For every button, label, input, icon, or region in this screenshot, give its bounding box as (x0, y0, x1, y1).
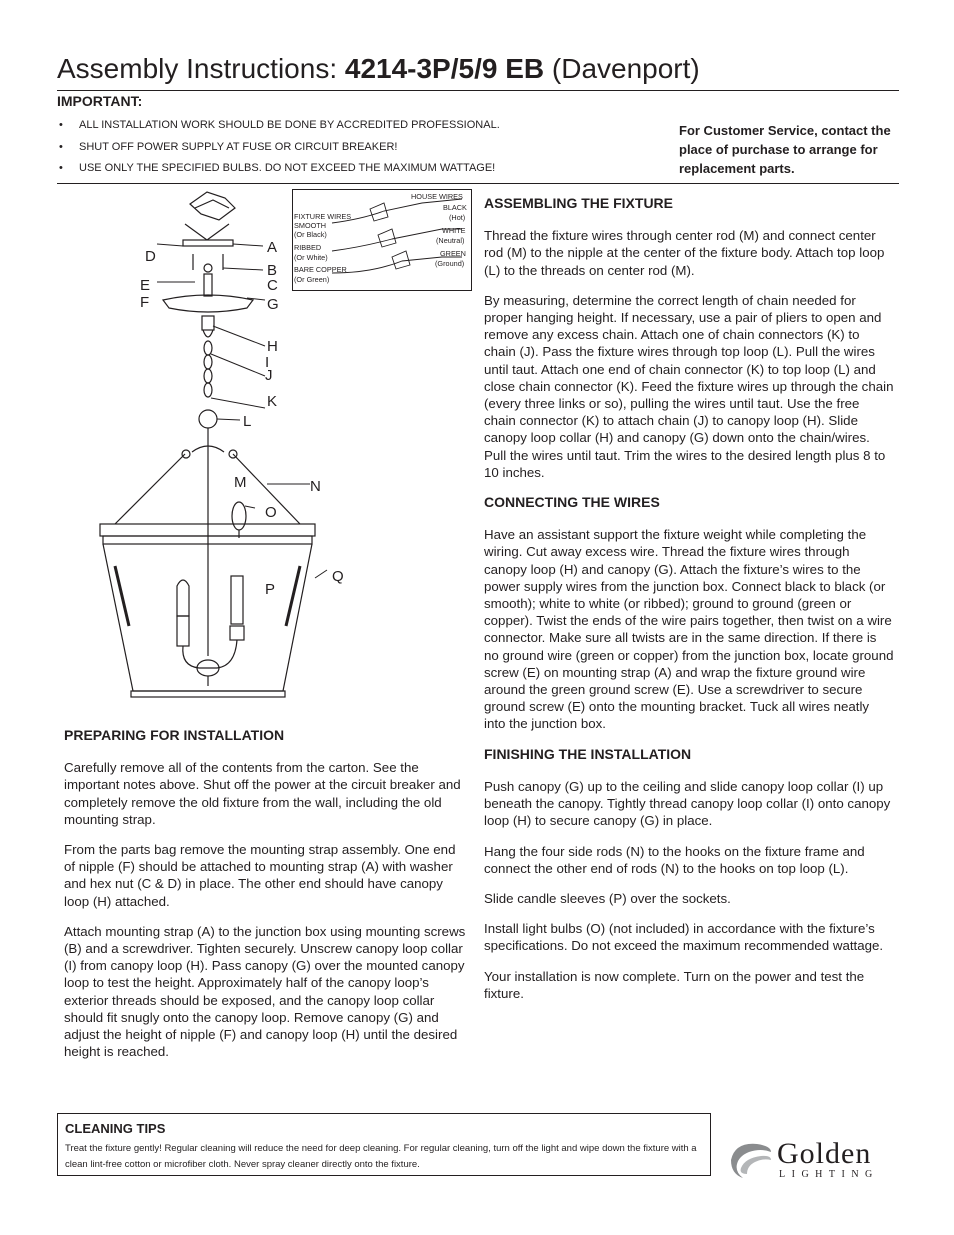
title-rule (57, 90, 899, 91)
customer-service-note: For Customer Service, contact the place of purchase to arrange for replacement parts. (679, 123, 891, 176)
assembling-paragraph: By measuring, determine the correct length of chain needed for proper hanging height. If necessary, use a pair of pliers to open and remove any excess chain. Attach one of chain connectors (K) to chain (J). Pass the fixture wires through top loop (L). Pull the wires until taut. Attach one end of chain connector (K) to top loop (L) and close chain connector (K). Feed the fixture wires up through the chain (every three links or so), pulling the wires until taut. Use the free chain connector (K) to attach chain (J) to canopy loop (H). Slide canopy loop collar (H) and canopy (G) down onto the chain/wires. Pull the wires until taut. Trim the wires to the desired length plus 8 to 10 inches. (484, 292, 894, 480)
bulb (232, 502, 246, 530)
preparing-paragraph: Attach mounting strap (A) to the junction box using mounting screws (B) and a screwdriver. Tighten securely. Unscrew canopy loop collar (I) from canopy loop (H). Pass canopy (G) over the mounted canopy loop to test the height. Approximately half of the canopy loop’s exterior threads should be exposed, and the canopy loop collar should fit snugly onto the canopy loop. Remove canopy (G) and adjust the height of nipple (F) and canopy loop (H) until the desired height is reached. (64, 923, 466, 1060)
preparing-paragraph: Carefully remove all of the contents from the carton. See the important notes above. Shut off the power at the circuit breaker and completely remove the old fixture from the wall, including the old mounting strap. (64, 760, 461, 827)
label-n: N (310, 478, 321, 495)
wiring-ground: (Ground) (435, 259, 465, 268)
preparing-paragraph: From the parts bag remove the mounting strap assembly. One end of nipple (F) should be attached to mounting strap (A) with washer and hex nut (C & D) in place. The other end should have canopy loop (H) attached. (64, 842, 456, 909)
wiring-hot: (Hot) (449, 213, 466, 222)
side-rod (115, 454, 185, 524)
title-suffix: (Davenport) (544, 53, 700, 84)
wiring-smooth: SMOOTH (294, 221, 327, 230)
wiring-white: WHITE (442, 226, 466, 235)
nipple (204, 274, 212, 296)
wiring-neutral: (Neutral) (436, 236, 465, 245)
title-model: 4214-3P/5/9 EB (344, 53, 545, 84)
finishing-paragraph: Install light bulbs (O) (not included) in accordance with the fixture’s specifications. Do not exceed the maximum recommended wattage. (484, 921, 884, 954)
label-i: I (265, 354, 270, 371)
candle-sleeve (231, 576, 243, 624)
wiring-green: GREEN (440, 249, 466, 258)
logo-swirl-icon (727, 1138, 773, 1182)
right-column (484, 195, 894, 1002)
logo-sub: LIGHTING (779, 1169, 879, 1180)
finishing-paragraph: Hang the four side rods (N) to the hooks on the fixture frame and connect the other end of rods (N) to the hooks on top loop (L). (484, 843, 865, 876)
candle-bulb (177, 580, 189, 616)
preparing-section (64, 727, 469, 1060)
wiring-or-green: (Or Green) (294, 275, 330, 284)
important-bullet: • USE ONLY THE SPECIFIED BULBS. DO NOT EXCEED THE MAXIMUM WATTAGE! (57, 158, 500, 180)
label-a: A (267, 239, 278, 256)
label-c: C (267, 277, 278, 294)
label-e: E (140, 277, 151, 294)
important-bullets (57, 115, 500, 180)
label-o: O (265, 504, 277, 521)
finishing-paragraph: Slide candle sleeves (P) over the sockets. (484, 890, 731, 906)
wiring-diagram (292, 189, 472, 291)
label-p: P (265, 581, 276, 598)
label-f: F (140, 294, 150, 311)
important-bullet: • ALL INSTALLATION WORK SHOULD BE DONE BY ACCREDITED PROFESSIONAL. (57, 115, 500, 137)
wiring-house-wires: HOUSE WIRES (411, 192, 463, 201)
wiring-ribbed: RIBBED (294, 243, 322, 252)
candle-arms (183, 640, 237, 668)
finishing-heading: FINISHING THE INSTALLATION (484, 745, 692, 762)
wiring-or-black: (Or Black) (294, 230, 327, 239)
label-g: G (267, 296, 279, 313)
preparing-heading: PREPARING FOR INSTALLATION (64, 727, 285, 743)
golden-lighting-logo (727, 1138, 907, 1182)
cleaning-tips-box (57, 1113, 711, 1176)
important-label: IMPORTANT: (57, 93, 143, 109)
finishing-paragraph: Push canopy (G) up to the ceiling and slide canopy loop collar (I) up beneath the canopy. Tightly thread canopy loop collar (I) onto canopy loop (H) to secure canopy (G) in place. (484, 778, 891, 829)
assembling-paragraph: Thread the fixture wires through center rod (M) and connect center rod (M) to the nipple at the center of the fixture body. Attach top loop (L) to the threads on center rod (M). (484, 228, 885, 278)
label-m: M (234, 474, 247, 491)
wiring-black: BLACK (443, 203, 467, 212)
cleaning-text: Treat the fixture gently! Regular cleaning will reduce the need for deep cleaning. For regular cleaning, turn off the light and wipe down the fixture with a clean lint-free cotton or microfiber cloth. Never spray cleaner directly onto the fixture. (65, 1143, 697, 1170)
important-bullet: • SHUT OFF POWER SUPPLY AT FUSE OR CIRCUIT BREAKER! (57, 137, 500, 159)
label-h: H (267, 338, 278, 355)
chain (204, 341, 212, 397)
label-b: B (267, 262, 278, 279)
wiring-fixture-wires: FIXTURE WIRES (294, 212, 352, 221)
candle-sleeve (177, 616, 189, 646)
wiring-or-white: (Or White) (294, 253, 328, 262)
logo-word: Golden (777, 1137, 872, 1170)
label-q: Q (332, 568, 344, 585)
mounting-strap (183, 240, 233, 246)
important-rule (57, 183, 899, 184)
finishing-paragraph: Your installation is now complete. Turn on the power and test the fixture. (484, 968, 865, 1001)
title-prefix: Assembly Instructions: (57, 53, 345, 84)
connecting-paragraph: Have an assistant support the fixture weight while completing the wiring. Cut away excess wire. Thread the fixture wires through canopy loop (H) and canopy (G). Attach the fixture’s wires to the power supply wires from the junction box. Connect black to black (or smooth); white to white (or ribbed); ground to ground (green or copper). Twist the ends of the wire pairs together, then twist on a wire connector. Make sure all twists are in the same direction. If there is no ground wire (green or copper) from the junction box, locate ground screw (E) on mounting strap (A) and wrap the fixture ground wire around the green ground screw (E). Use a screwdriver to secure ground screw (E) onto the mounting bracket. Tuck all wires neatly into the junction box. (484, 527, 894, 732)
wiring-bare-copper: BARE COPPER (294, 265, 347, 274)
page-title (57, 52, 700, 86)
canopy (163, 295, 253, 312)
canopy-loop-collar (202, 316, 214, 330)
label-j: J (265, 367, 273, 384)
junction-box-plate (190, 192, 235, 220)
assembling-heading: ASSEMBLING THE FIXTURE (484, 195, 674, 211)
cleaning-heading: CLEANING TIPS (65, 1121, 166, 1136)
label-l: L (243, 413, 252, 430)
label-k: K (267, 393, 278, 410)
top-loop (199, 410, 217, 428)
label-d: D (145, 248, 156, 265)
connecting-heading: CONNECTING THE WIRES (484, 494, 660, 511)
